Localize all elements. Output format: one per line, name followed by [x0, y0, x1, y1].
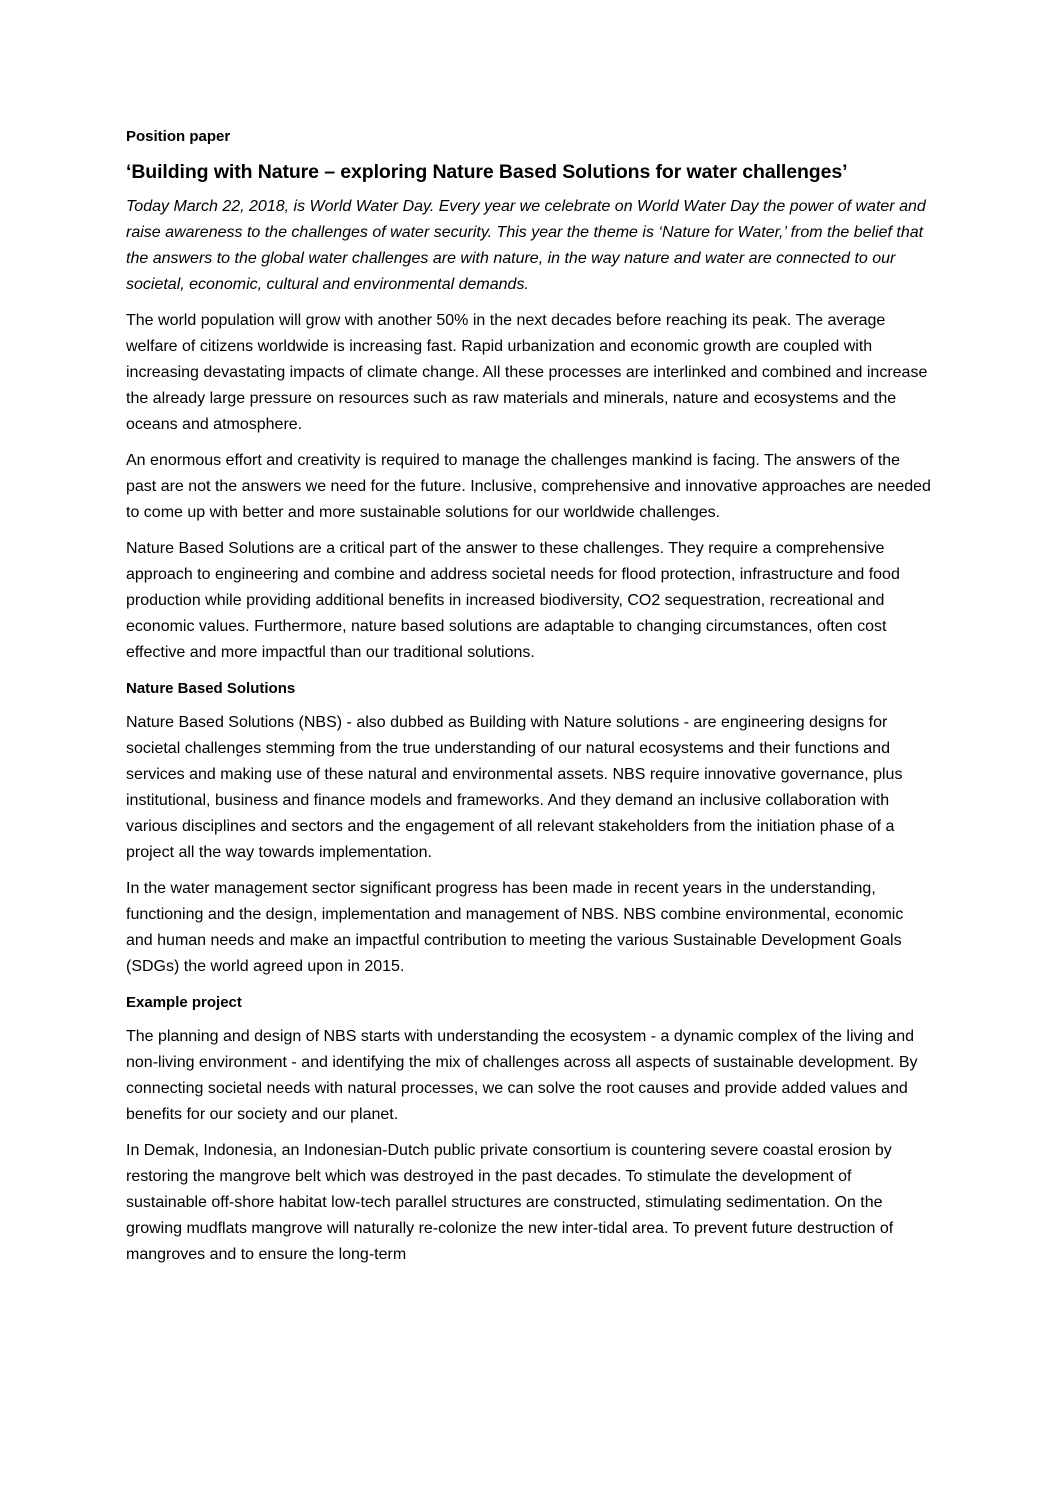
section-heading-nbs: Nature Based Solutions: [126, 680, 296, 697]
document-page: [126, 124, 932, 1278]
body-paragraph: The world population will grow with another 50% in the next decades before reaching its peak. The average welfare of citizens worldwide is increasing fast. Rapid urbanization and economic growth are coupled with increasing devastating impacts of climate change. All these processes are interlinked and combined and increase the already large pressure on resources such as raw materials and minerals, nature and ecosystems and the oceans and atmosphere.: [126, 312, 928, 433]
body-paragraph: Nature Based Solutions are a critical part of the answer to these challenges. They require a comprehensive approach to engineering and combine and address societal needs for flood protection, infrastructure and food production while providing additional benefits in increased biodiversity, CO2 sequestration, recreational and economic values. Furthermore, nature based solutions are adaptable to changing circumstances, often cost effective and more impactful than our traditional solutions.: [126, 540, 900, 661]
body-paragraph: In the water management sector significant progress has been made in recent years in the understanding, functioning and the design, implementation and management of NBS. NBS combine environmental, economic and human needs and make an impactful contribution to meeting the various Sustainable Development Goals (SDGs) the world agreed upon in 2015.: [126, 880, 904, 975]
document-title: ‘Building with Nature – exploring Nature Based Solutions for water challenges’: [126, 161, 848, 183]
document-label: Position paper: [126, 128, 231, 145]
section-heading-example: Example project: [126, 994, 242, 1011]
intro-paragraph: Today March 22, 2018, is World Water Day. Every year we celebrate on World Water Day the power of water and raise awareness to the challenges of water security. This year the theme is ‘Nature for Water,’ from the belief that the answers to the global water challenges are with nature, in the way nature and water are connected to our societal, economic, cultural and environmental demands.: [126, 198, 926, 293]
body-paragraph: The planning and design of NBS starts with understanding the ecosystem - a dynamic complex of the living and non-living environment - and identifying the mix of challenges across all aspects of sustainable development. By connecting societal needs with natural processes, we can solve the root causes and provide added values and benefits for our society and our planet.: [126, 1028, 918, 1123]
body-paragraph: Nature Based Solutions (NBS) - also dubbed as Building with Nature solutions - are engineering designs for societal challenges stemming from the true understanding of our natural ecosystems and their functions and services and making use of these natural and environmental assets. NBS require innovative governance, plus institutional, business and finance models and frameworks. And they demand an inclusive collaboration with various disciplines and sectors and the engagement of all relevant stakeholders from the initiation phase of a project all the way towards implementation.: [126, 714, 903, 861]
body-paragraph: An enormous effort and creativity is required to manage the challenges mankind is facing. The answers of the past are not the answers we need for the future. Inclusive, comprehensive and innovative approaches are needed to come up with better and more sustainable solutions for our worldwide challenges.: [126, 452, 931, 521]
body-paragraph: In Demak, Indonesia, an Indonesian-Dutch public private consortium is countering severe coastal erosion by restoring the mangrove belt which was destroyed in the past decades. To stimulate the development of sustainable off-shore habitat low-tech parallel structures are constructed, stimulating sedimentation. On the growing mudflats mangrove will naturally re-colonize the new inter-tidal area. To prevent future destruction of mangroves and to ensure the long-term: [126, 1142, 894, 1263]
